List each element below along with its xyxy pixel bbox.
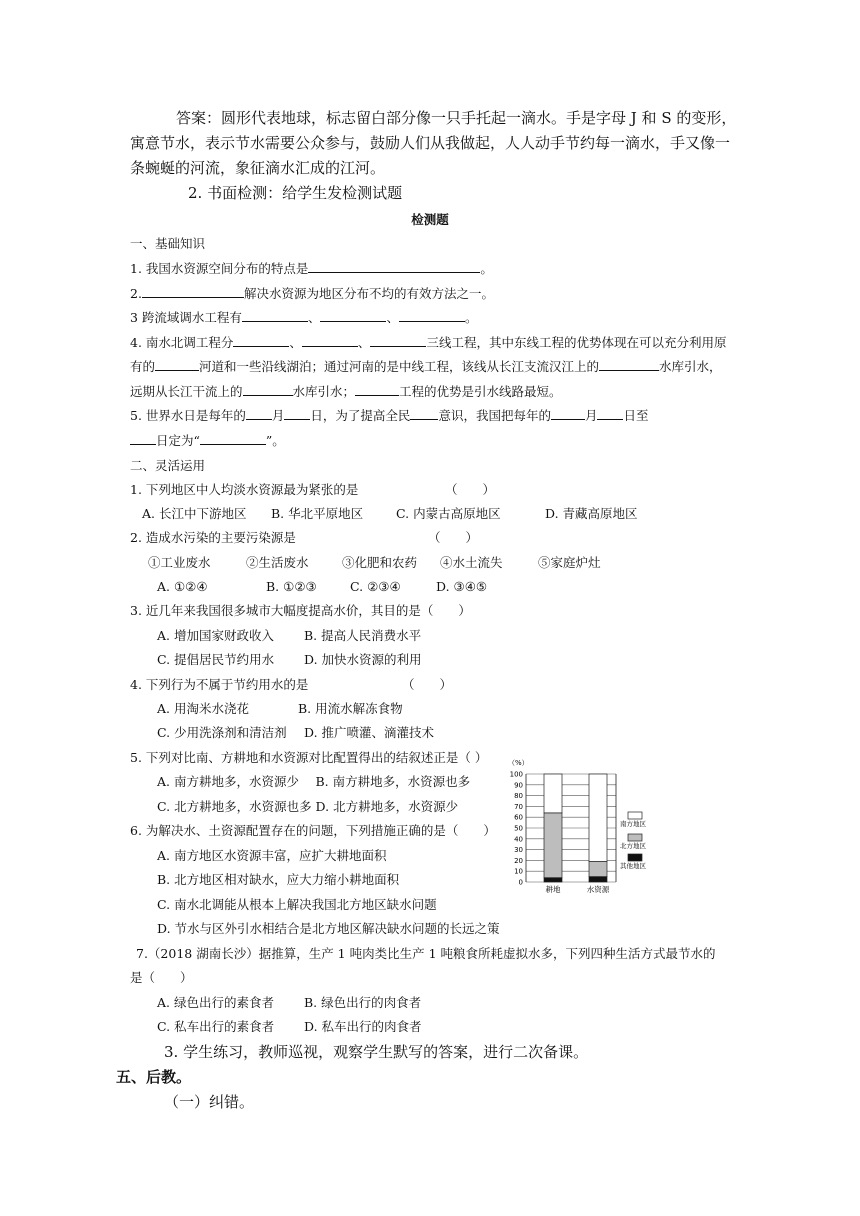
answer-blank[interactable] bbox=[599, 358, 659, 371]
y-tick-label: 70 bbox=[514, 802, 523, 811]
question-4-text: 有的 bbox=[130, 359, 156, 374]
farmland-water-chart bbox=[498, 752, 668, 902]
question-4-text: 4. 南水北调工程分 bbox=[130, 335, 234, 350]
mc-5-options-cd[interactable]: C. 北方耕地多，水资源也多 D. 北方耕地多，水资源少 bbox=[157, 799, 459, 814]
mc-4-paren: （ ） bbox=[402, 677, 453, 692]
answer-blank[interactable] bbox=[233, 334, 289, 347]
separator: 、 bbox=[307, 310, 321, 325]
question-4-text: 水库引水， bbox=[659, 359, 722, 374]
answer-blank[interactable] bbox=[399, 309, 465, 322]
answer-blank[interactable] bbox=[243, 383, 293, 396]
y-tick-label: 20 bbox=[514, 856, 523, 865]
y-tick-label: 30 bbox=[514, 846, 523, 855]
answer-blank[interactable] bbox=[200, 432, 266, 445]
mc-1-option-d[interactable]: D. 青藏高原地区 bbox=[545, 506, 638, 521]
step-2-heading: 2. 书面检测：给学生发检测试题 bbox=[188, 184, 403, 202]
mc-2-option-c[interactable]: C. ②③④ bbox=[350, 579, 401, 594]
bar-segment bbox=[589, 877, 607, 882]
section-basic-knowledge: 一、基础知识 bbox=[130, 236, 206, 251]
y-tick-label: 50 bbox=[514, 824, 523, 833]
mc-3-option-d[interactable]: D. 加快水资源的利用 bbox=[304, 652, 422, 667]
answer-blank[interactable] bbox=[284, 407, 310, 420]
question-5-text: 月 bbox=[271, 408, 285, 423]
y-tick-label: 100 bbox=[509, 770, 523, 779]
question-3-end: 。 bbox=[464, 310, 478, 325]
question-4-text: 水库引水； bbox=[292, 384, 356, 399]
question-3 bbox=[130, 309, 477, 326]
mc-1-option-a[interactable]: A. 长江中下游地区 bbox=[142, 506, 247, 521]
step-3-heading: 3. 学生练习，教师巡视，观察学生默写的答案，进行二次备课。 bbox=[164, 1043, 589, 1061]
separator: 、 bbox=[386, 310, 399, 325]
question-2-text: 解决水资源为地区分布不均的有效方法之一。 bbox=[243, 286, 494, 301]
answer-blank[interactable] bbox=[142, 285, 244, 298]
answer-blank[interactable] bbox=[410, 407, 438, 420]
mc-7-stem-line-1: 7.（2018 湖南长沙）据推算，生产 1 吨肉类比生产 1 吨粮食所耗虚拟水多，下列四种生活方式最节水的 bbox=[136, 946, 716, 961]
bar-segment bbox=[589, 861, 607, 876]
mc-6-option-b[interactable]: B. 北方地区相对缺水，应大力缩小耕地面积 bbox=[157, 872, 400, 887]
legend-label: 其他地区 bbox=[620, 862, 646, 870]
question-5-text: 5. 世界水日是每年的 bbox=[130, 408, 246, 423]
mc-7-option-a[interactable]: A. 绿色出行的素食者 bbox=[157, 995, 274, 1010]
question-5-text: 意识，我国把每年的 bbox=[438, 408, 551, 423]
answer-blank[interactable] bbox=[355, 383, 399, 396]
mc-7-stem-line-2: 是（ ） bbox=[130, 970, 193, 985]
question-4-line-3 bbox=[130, 383, 562, 400]
mc-2-option-d[interactable]: D. ③④⑤ bbox=[436, 579, 488, 594]
answer-blank[interactable] bbox=[246, 407, 272, 420]
question-5-text: 日定为“ bbox=[156, 433, 200, 448]
y-tick-label: 60 bbox=[514, 813, 523, 822]
mc-2-paren: （ ） bbox=[428, 530, 479, 545]
question-4-text: 工程的优势是引水线路最短。 bbox=[399, 384, 562, 399]
question-5-line-1 bbox=[130, 407, 648, 424]
answer-blank[interactable] bbox=[155, 358, 199, 371]
answer-blank[interactable] bbox=[308, 260, 480, 273]
mc-1-option-b[interactable]: B. 华北平原地区 bbox=[271, 506, 364, 521]
legend-label: 北方地区 bbox=[620, 842, 646, 850]
y-tick-label: 10 bbox=[514, 867, 523, 876]
mc-4-option-d[interactable]: D. 推广喷灌、滴灌技术 bbox=[304, 725, 435, 740]
mc-2-item-4: ④水土流失 bbox=[440, 555, 503, 570]
mc-2-stem: 2. 造成水污染的主要污染源是 bbox=[130, 530, 296, 545]
question-5-text: 日至 bbox=[623, 408, 649, 423]
question-2 bbox=[130, 285, 494, 302]
answer-line-2: 寓意节水，表示节水需要公众参与，鼓励人们从我做起，人人动手节约每一滴水，手又像一 bbox=[130, 134, 731, 152]
mc-7-option-b[interactable]: B. 绿色出行的肉食者 bbox=[304, 995, 422, 1010]
mc-1-stem: 1. 下列地区中人均淡水资源最为紧张的是 bbox=[130, 482, 359, 497]
mc-3-option-b[interactable]: B. 提高人民消费水平 bbox=[304, 628, 422, 643]
y-tick-label: 40 bbox=[514, 835, 523, 844]
x-category-label: 水资源 bbox=[586, 885, 610, 894]
question-5-line-2 bbox=[130, 432, 285, 449]
section-5-heading: 五、后教。 bbox=[116, 1068, 192, 1086]
mc-4-option-c[interactable]: C. 少用洗涤剂和清洁剂 bbox=[157, 725, 287, 740]
mc-7-option-d[interactable]: D. 私车出行的肉食者 bbox=[304, 1019, 422, 1034]
mc-5-stem: 5. 下列对比南、方耕地和水资源对比配置得出的结叙述正是（ ） bbox=[130, 750, 488, 765]
answer-blank[interactable] bbox=[551, 407, 585, 420]
mc-2-item-3: ③化肥和农药 bbox=[342, 555, 418, 570]
question-4-line-1 bbox=[130, 334, 726, 351]
x-category-label: 耕地 bbox=[545, 885, 561, 894]
y-tick-label: 90 bbox=[514, 781, 523, 790]
section-flexible-use: 二、灵活运用 bbox=[130, 458, 206, 473]
mc-2-item-2: ②生活废水 bbox=[246, 555, 309, 570]
answer-blank[interactable] bbox=[242, 309, 308, 322]
mc-1-paren: （ ） bbox=[445, 482, 496, 497]
mc-6-stem: 6. 为解决水、土资源配置存在的问题，下列措施正确的是（ ） bbox=[130, 823, 496, 838]
answer-blank[interactable] bbox=[130, 432, 156, 445]
answer-blank[interactable] bbox=[370, 334, 426, 347]
mc-2-item-1: ①工业废水 bbox=[148, 555, 211, 570]
question-5-text: 日，为了提高全民 bbox=[310, 408, 411, 423]
mc-6-option-a[interactable]: A. 南方地区水资源丰富，应扩大耕地面积 bbox=[157, 848, 387, 863]
question-2-number: 2. bbox=[130, 286, 142, 301]
answer-line-1: 答案：圆形代表地球，标志留白部分像一只手托起一滴水。手是字母 J 和 S 的变形， bbox=[176, 109, 737, 127]
mc-3-stem: 3. 近几年来我国很多城市大幅度提高水价，其目的是（ ） bbox=[130, 603, 471, 618]
mc-4-option-a[interactable]: A. 用淘米水浇花 bbox=[157, 701, 249, 716]
mc-1-option-c[interactable]: C. 内蒙古高原地区 bbox=[396, 506, 501, 521]
question-1-text: 1. 我国水资源空间分布的特点是 bbox=[130, 261, 309, 276]
legend-swatch bbox=[628, 854, 642, 861]
question-4-line-2 bbox=[130, 358, 722, 375]
mc-4-option-b[interactable]: B. 用流水解冻食物 bbox=[298, 701, 403, 716]
mc-3-option-a[interactable]: A. 增加国家财政收入 bbox=[157, 628, 274, 643]
mc-4-stem: 4. 下列行为不属于节约用水的是 bbox=[130, 677, 309, 692]
answer-line-3: 条蜿蜒的河流，象征滴水汇成的江河。 bbox=[130, 159, 386, 177]
mc-5-options-ab[interactable]: A. 南方耕地多，水资源少 B. 南方耕地多，水资源也多 bbox=[157, 774, 471, 789]
legend-swatch bbox=[628, 812, 642, 819]
question-1 bbox=[130, 260, 493, 277]
mc-2-option-b[interactable]: B. ①②③ bbox=[266, 579, 317, 594]
subsection-correction: （一）纠错。 bbox=[164, 1093, 255, 1111]
question-5-text: ”。 bbox=[265, 433, 285, 448]
question-4-text: 三线工程，其中东线工程的优势体现在可以充分利用原 bbox=[426, 335, 727, 350]
y-tick-label: 0 bbox=[518, 878, 523, 887]
mc-2-option-a[interactable]: A. ①②④ bbox=[157, 579, 208, 594]
bar-segment bbox=[544, 774, 562, 813]
mc-3-option-c[interactable]: C. 提倡居民节约用水 bbox=[157, 652, 275, 667]
bar-segment bbox=[589, 774, 607, 861]
question-5-text: 月 bbox=[584, 408, 598, 423]
question-4-text: 河道和一些沿线湖泊；通过河南的是中线工程，该线从长江支流汉江上的 bbox=[199, 359, 600, 374]
separator: 、 bbox=[357, 335, 371, 350]
mc-6-option-d[interactable]: D. 节水与区外引水相结合是北方地区解决缺水问题的长远之策 bbox=[157, 921, 500, 936]
question-1-end: 。 bbox=[480, 261, 493, 276]
question-4-text: 远期从长江干流上的 bbox=[130, 384, 243, 399]
mc-6-option-c[interactable]: C. 南水北调能从根本上解决我国北方地区缺水问题 bbox=[157, 897, 437, 912]
legend-swatch bbox=[628, 834, 642, 841]
answer-blank[interactable] bbox=[302, 334, 358, 347]
legend-label: 南方地区 bbox=[620, 820, 646, 828]
test-title: 检测题 bbox=[411, 212, 449, 227]
y-axis-unit: （%） bbox=[508, 759, 529, 767]
answer-blank[interactable] bbox=[597, 407, 623, 420]
mc-2-item-5: ⑤家庭炉灶 bbox=[538, 555, 601, 570]
separator: 、 bbox=[289, 335, 302, 350]
y-tick-label: 80 bbox=[514, 792, 523, 801]
answer-blank[interactable] bbox=[320, 309, 386, 322]
question-3-text: 3 跨流域调水工程有 bbox=[130, 310, 242, 325]
mc-7-option-c[interactable]: C. 私车出行的素食者 bbox=[157, 1019, 275, 1034]
bar-segment bbox=[544, 878, 562, 882]
bar-segment bbox=[544, 813, 562, 878]
